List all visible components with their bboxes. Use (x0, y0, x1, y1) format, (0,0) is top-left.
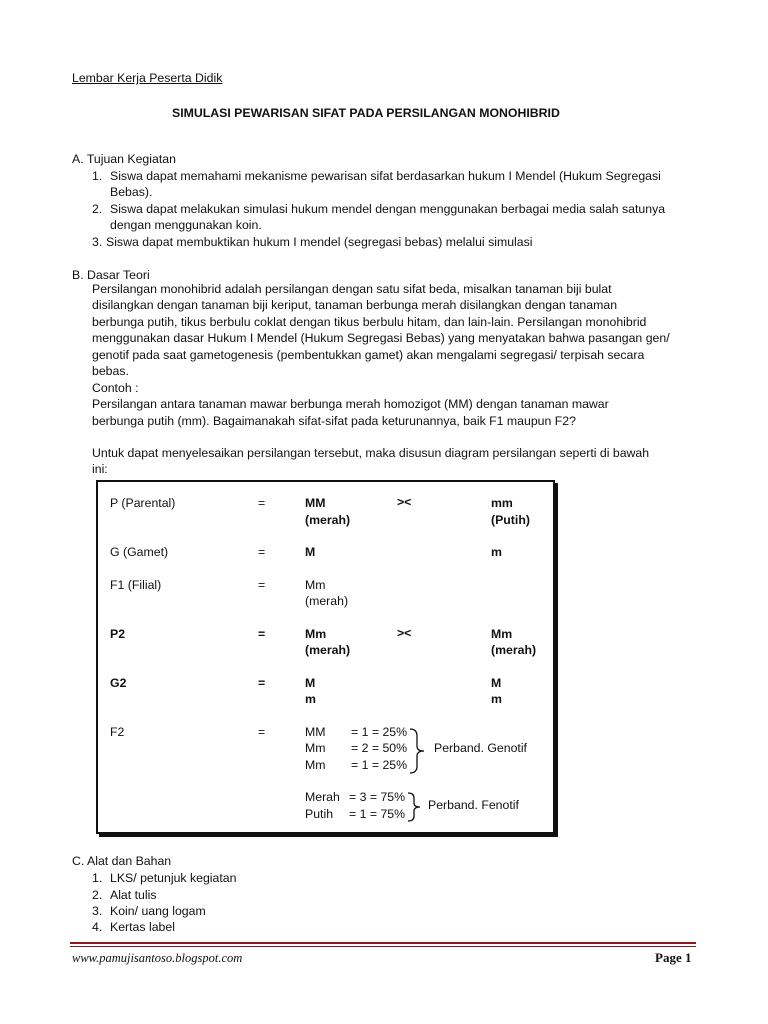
theory-line: berbunga putih, tikus berbulu coklat dengan tikus berbulu hitam, dan lain-lain. Persilangan monohibrid (92, 315, 647, 329)
theory-line: Persilangan monohibrid adalah persilangan dengan satu sifat beda, misalkan tanaman biji bulat (92, 282, 612, 296)
phenotype-text: (merah) (491, 643, 537, 657)
footer-url: www.pamujisantoso.blogspot.com (72, 951, 243, 965)
material-item: Alat tulis (110, 888, 157, 902)
genotype-text: Mm (305, 627, 327, 641)
material-item: Koin/ uang logam (110, 904, 206, 918)
section-a-item-line: Siswa dapat memahami mekanisme pewarisan sifat berdasarkan hukum I Mendel (Hukum Segregasi (110, 169, 661, 183)
section-a-item-num: 2. (92, 202, 103, 216)
example-line: Persilangan antara tanaman mawar berbunga merah homozigot (MM) dengan tanaman mawar (92, 397, 609, 411)
genotype-text: Mm (491, 627, 513, 641)
material-item: LKS/ petunjuk kegiatan (110, 871, 237, 885)
section-a-item-line: Siswa dapat membuktikan hukum I mendel (segregasi bebas) melalui simulasi (106, 235, 533, 249)
material-num: 2. (92, 888, 103, 902)
phenotype-text: Putih (305, 807, 334, 821)
row-label-g2: G2 (110, 676, 127, 690)
theory-line: genotif pada saat gametogenesis (pembentukkan gamet) akan mengalami segregasi/ terpisah secara (92, 348, 645, 362)
right-brace-icon (408, 727, 432, 775)
genotype-text: Mm (305, 758, 326, 772)
section-a-item-line: Siswa dapat melakukan simulasi hukum mendel dengan menggunakan berbagai media salah satunya (110, 202, 666, 216)
section-b-heading: B. Dasar Teori (72, 268, 150, 282)
row-label-f2: F2 (110, 725, 125, 739)
section-a-heading: A. Tujuan Kegiatan (72, 152, 176, 166)
equals-sign: = (258, 627, 266, 641)
row-label-f1: F1 (Filial) (110, 578, 162, 592)
section-a-item-num: 3. (92, 235, 103, 249)
gamete-text: m (491, 692, 502, 706)
gamete-text: M (305, 545, 316, 559)
ratio-text: = 2 = 50% (351, 741, 408, 755)
section-c-heading: C. Alat dan Bahan (72, 854, 172, 868)
ratio-text: = 3 = 75% (349, 790, 406, 804)
gamete-text: M (305, 676, 316, 690)
equals-sign: = (258, 725, 266, 739)
intro-line: ini: (92, 462, 108, 476)
genotype-text: MM (305, 725, 326, 739)
equals-sign: = (258, 676, 266, 690)
equals-sign: = (258, 545, 266, 559)
material-num: 4. (92, 920, 103, 934)
equals-sign: = (258, 496, 266, 510)
theory-line: disilangkan dengan tanaman biji keriput, tanaman berbunga merah disilangkan dengan tanaman (92, 298, 618, 312)
row-label-g: G (Gamet) (110, 545, 169, 559)
theory-line: menggunakan dasar Hukum I Mendel (Hukum Segregasi Bebas) yang menyatakan bahwa pasangan gen/ (92, 331, 670, 345)
ratio-text: = 1 = 25% (351, 725, 408, 739)
page-number: Page 1 (655, 950, 692, 965)
genotype-text: Mm (305, 578, 326, 592)
gamete-text: m (305, 692, 316, 706)
material-num: 3. (92, 904, 103, 918)
footer-rule (70, 946, 696, 947)
gamete-text: m (491, 545, 502, 559)
worksheet-header: Lembar Kerja Peserta Didik (72, 71, 223, 85)
theory-line: bebas. (92, 364, 129, 378)
phenotype-text: (Putih) (491, 513, 530, 527)
cross-symbol: >< (397, 495, 412, 509)
ratio-text: = 1 = 75% (349, 807, 406, 821)
example-label: Contoh : (92, 381, 139, 395)
genotype-text: MM (305, 496, 326, 510)
phenotype-text: (merah) (305, 594, 349, 608)
equals-sign: = (258, 578, 266, 592)
intro-line: Untuk dapat menyelesaikan persilangan tersebut, maka disusun diagram persilangan seperti di bawah (92, 446, 650, 460)
example-line: berbunga putih (mm). Bagaimanakah sifat-sifat pada keturunannya, baik F1 maupun F2? (92, 414, 576, 428)
section-a-item-num: 1. (92, 169, 103, 183)
genotype-ratio-label: Perband. Genotif (434, 741, 527, 755)
genotype-text: Mm (305, 741, 326, 755)
cross-symbol: >< (397, 626, 412, 640)
phenotype-text: (merah) (305, 643, 351, 657)
row-label-p: P (Parental) (110, 496, 176, 510)
section-a-item-line: Bebas). (110, 185, 153, 199)
ratio-text: = 1 = 25% (351, 758, 408, 772)
page-title: SIMULASI PEWARISAN SIFAT PADA PERSILANGAN MONOHIBRID (172, 106, 560, 120)
material-item: Kertas label (110, 920, 175, 934)
phenotype-ratio-label: Perband. Fenotif (428, 798, 519, 812)
material-num: 1. (92, 871, 103, 885)
gamete-text: M (491, 676, 502, 690)
row-label-p2: P2 (110, 627, 126, 641)
right-brace-icon (406, 791, 428, 823)
phenotype-text: (merah) (305, 513, 351, 527)
footer-rule (70, 942, 696, 944)
genotype-text: mm (491, 496, 513, 510)
section-a-item-line: dengan menggunakan koin. (110, 218, 262, 232)
phenotype-text: Merah (305, 790, 340, 804)
